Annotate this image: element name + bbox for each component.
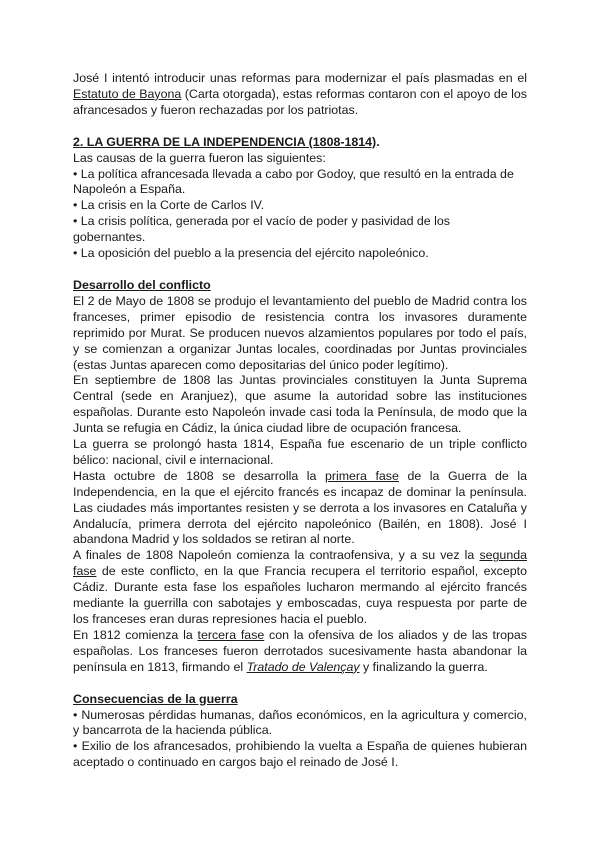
- intro-text: José I intentó introducir unas reformas para modernizar el país plasmadas en el: [73, 71, 527, 85]
- cause-item: • La política afrancesada llevada a cabo por Godoy, que resultó en la entrada de Napoleón a España.: [73, 166, 514, 197]
- estatuto-link: Estatuto de Bayona: [73, 86, 182, 101]
- consecuencias-heading: [73, 692, 527, 708]
- cause-item: • La crisis en la Corte de Carlos IV.: [73, 198, 265, 213]
- segunda-fase-link: segunda fase: [73, 548, 527, 579]
- desarrollo-paragraph-6: [73, 628, 527, 676]
- p6-text: En 1812 comienza la: [73, 627, 198, 642]
- p5-text-end: de este conflicto, en la que Francia recupera el territorio español, excepto Cádiz. Durante esta fase los españoles lucharon mermando al ejército francés mediante la guerrilla con sabotajes y emboscadas, cuya respuesta por parte de los franceses eran duras represiones hacia el pueblo.: [73, 564, 527, 626]
- section-2-title: 2. LA GUERRA DE LA INDEPENDENCIA (1808-1814): [73, 134, 377, 149]
- desarrollo-paragraph-2: En septiembre de 1808 las Juntas provinciales constituyen la Junta Suprema Central (sede en Aranjuez), que asume la autoridad sobre las instituciones españolas. Durante esto Napoleón invade casi toda la Península, de modo que la Junta se refugia en Cádiz, la única ciudad libre de ocupación francesa.: [73, 373, 527, 436]
- tercera-fase-link: tercera fase: [197, 627, 265, 642]
- primera-fase-link: primera fase: [324, 468, 399, 483]
- document-body: [73, 71, 527, 771]
- section-2-title-suffix: .: [376, 134, 380, 149]
- section-2-heading: [73, 135, 527, 151]
- intro-text-end: (Carta otorgada), estas reformas contaron con el apoyo de los afrancesados y fueron rechazadas por los patriotas.: [73, 86, 528, 117]
- desarrollo-paragraph-1: El 2 de Mayo de 1808 se produjo el levantamiento del pueblo de Madrid contra los franceses, primer episodio de resistencia contra los invasores duramente reprimido por Murat. Se producen nuevos alzamientos populares por todo el país, y se comienzan a organizar Juntas locales, coordinadas por Juntas provinciales (estas Juntas aparecen como depositarias del único poder legítimo).: [73, 293, 527, 372]
- cause-item: • La crisis política, generada por el vacío de poder y pasividad de los gobernantes.: [73, 214, 450, 245]
- p4-text: Hasta octubre de 1808 se desarrolla la: [73, 468, 325, 483]
- desarrollo-paragraph-5: [73, 548, 527, 628]
- desarrollo-title: Desarrollo del conflicto: [73, 277, 211, 292]
- p6-text-mid: con la ofensiva de los aliados y de las tropas españolas. Los franceses fueron derrotados sucesivamente hasta abandonar la península en 1813, firmando el: [73, 627, 527, 674]
- cause-item: • La oposición del pueblo a la presencia del ejército napoleónico.: [73, 246, 429, 261]
- p6-text-end: y finalizando la guerra.: [359, 659, 488, 674]
- consecuencia-item: • Numerosas pérdidas humanas, daños económicos, en la agricultura y comercio, y bancarrota de la hacienda pública.: [73, 707, 527, 738]
- desarrollo-paragraph-4: [73, 469, 527, 549]
- tratado-valencay-link: Tratado de Valençay: [246, 659, 360, 674]
- p5-text: A finales de 1808 Napoleón comienza la contraofensiva, y a su vez la: [73, 548, 480, 563]
- consecuencia-item: • Exilio de los afrancesados, prohibiendo la vuelta a España de quienes hubieran aceptado o continuado en cargos bajo el reinado de José I.: [73, 739, 527, 770]
- causes-lead: Las causas de la guerra fueron las siguientes:: [73, 150, 326, 165]
- consecuencias-title: Consecuencias de la guerra: [73, 691, 238, 706]
- intro-paragraph: [73, 71, 527, 119]
- desarrollo-paragraph-3: La guerra se prolongó hasta 1814, España fue escenario de un triple conflicto bélico: nacional, civil e internacional.: [73, 437, 527, 467]
- desarrollo-heading: [73, 278, 527, 294]
- p4-text-end: de la Guerra de la Independencia, en la que el ejército francés es incapaz de dominar la península. Las ciudades más importantes resisten y se derrota a los invasores en Cataluña y Andalucía, primera derrota del ejército napoleónico (Bailén, en 1808). José I abandona Madrid y los soldados se retiran al norte.: [73, 468, 527, 547]
